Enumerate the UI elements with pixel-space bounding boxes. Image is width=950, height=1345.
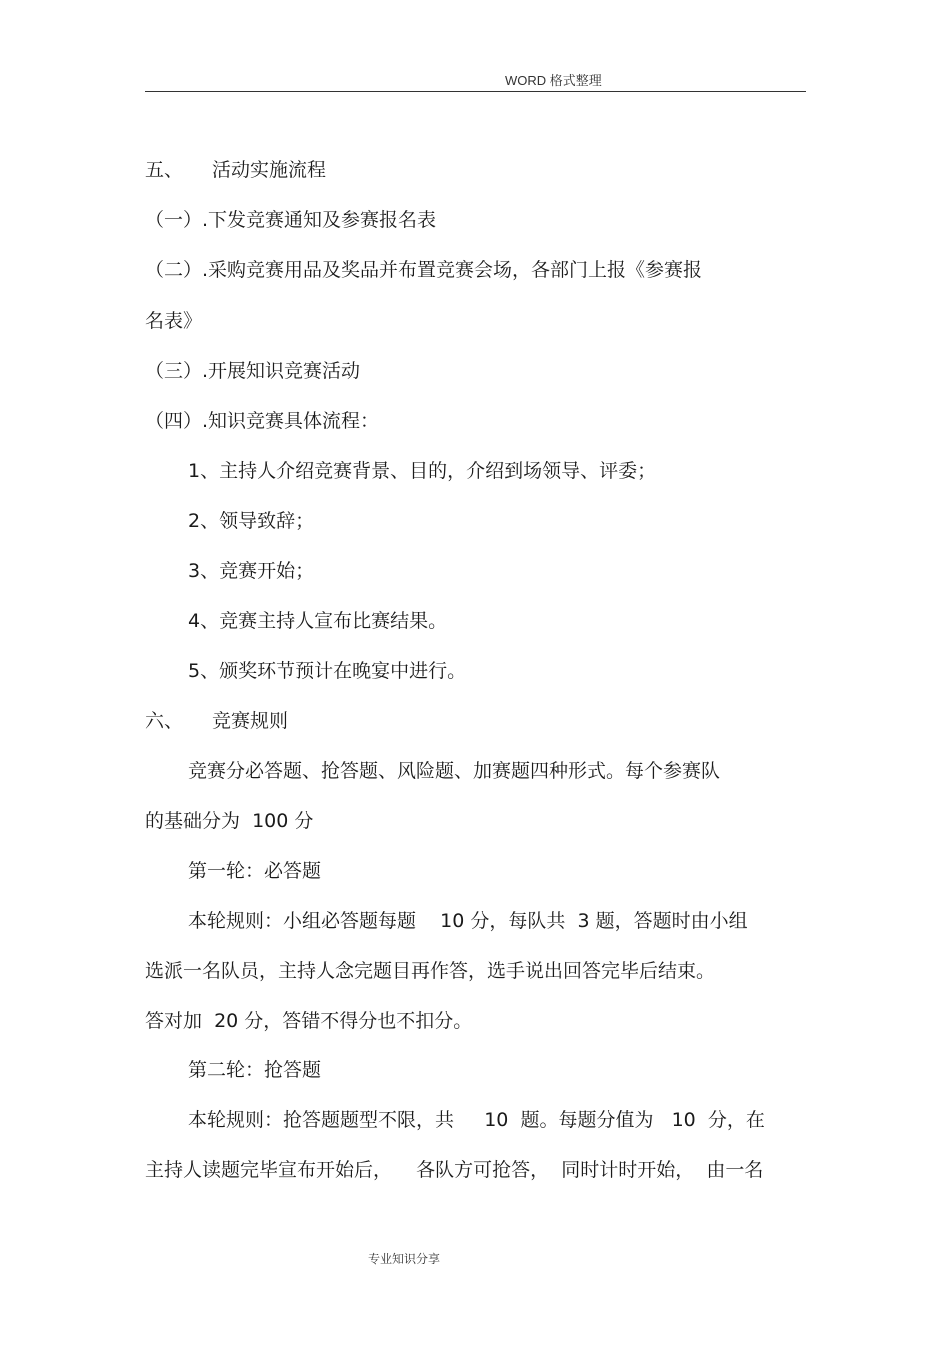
text-line: 5、颁奖环节预计在晚宴中进行。: [188, 660, 467, 682]
text-line: 的基础分为 100 分: [145, 810, 314, 832]
text-line: （二）.采购竞赛用品及奖品并布置竞赛会场，各部门上报《参赛报: [145, 259, 703, 281]
text-line: 2、领导致辞；: [188, 510, 315, 532]
text-line: 答对加 20 分，答错不得分也不扣分。: [145, 1010, 473, 1032]
text-line: 选派一名队员，主持人念完题目再作答，选手说出回答完毕后结束。: [145, 960, 716, 982]
header-divider: [145, 91, 806, 92]
text-line: 第二轮：抢答题: [188, 1059, 322, 1081]
text-line: （一）.下发竞赛通知及参赛报名表: [145, 209, 437, 231]
text-line: 五、: [145, 159, 184, 181]
page-header-title: WORD 格式整理: [505, 73, 602, 88]
text-line: 本轮规则：小组必答题每题 10 分，每队共 3 题，答题时由小组: [188, 910, 748, 932]
text-line: 名表》: [145, 310, 203, 332]
text-line: 活动实施流程: [212, 159, 327, 181]
text-line: （三）.开展知识竞赛活动: [145, 360, 361, 382]
text-line: 1、主持人介绍竞赛背景、目的，介绍到场领导、评委；: [188, 460, 657, 482]
text-line: （四）.知识竞赛具体流程：: [145, 410, 380, 432]
text-line: 竞赛分必答题、抢答题、风险题、加赛题四种形式。每个参赛队: [188, 760, 721, 782]
text-line: 3、竞赛开始；: [188, 560, 315, 582]
text-line: 六、: [145, 710, 184, 732]
text-line: 4、竞赛主持人宣布比赛结果。: [188, 610, 448, 632]
page-footer: 专业知识分享: [368, 1252, 441, 1266]
text-line: 竞赛规则: [212, 710, 289, 732]
text-line: 本轮规则：抢答题题型不限，共 10 题。每题分值为 10 分，在: [188, 1109, 765, 1131]
text-line: 第一轮：必答题: [188, 860, 322, 882]
text-line: 主持人读题完毕宣布开始后， 各队方可抢答， 同时计时开始， 由一名: [145, 1159, 764, 1181]
